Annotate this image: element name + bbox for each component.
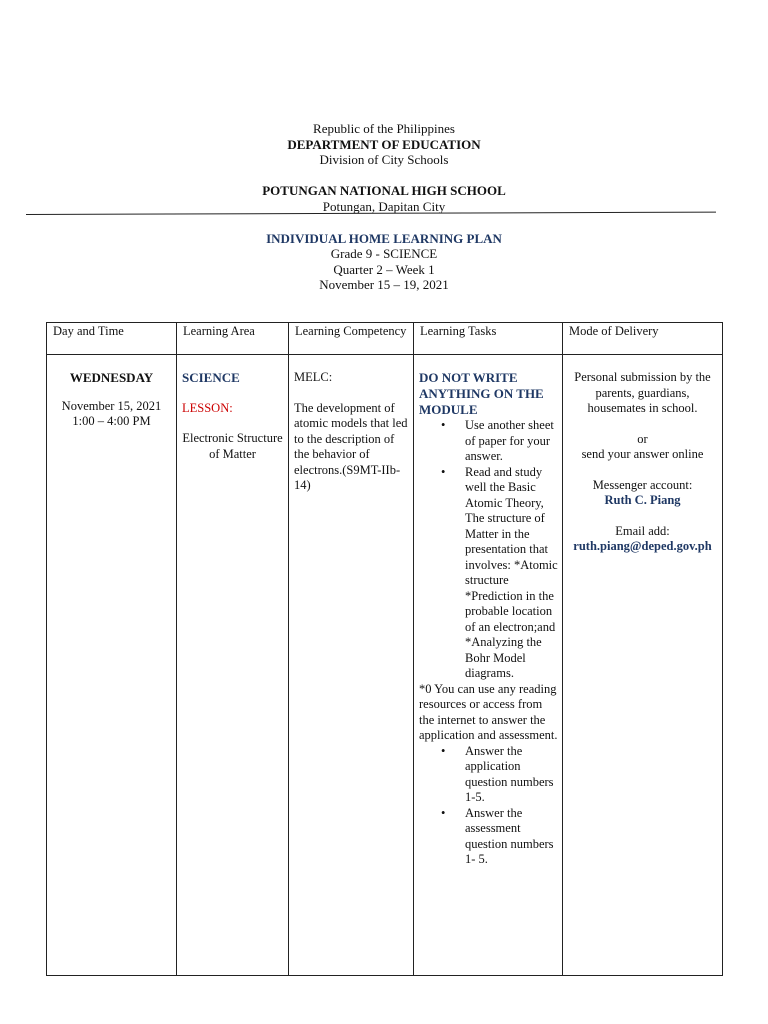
republic-line: Republic of the Philippines [313, 121, 455, 136]
header-day-time: Day and Time [47, 323, 177, 355]
list-item [419, 806, 558, 868]
competency-text: The development of atomic models that led to the description of the behavior of electrons.(S9MT-IIb-14) [294, 400, 408, 492]
header-learning-area: Learning Area [177, 323, 289, 355]
lesson-label: LESSON: [182, 400, 233, 415]
messenger-name: Ruth C. Piang [604, 493, 681, 507]
task-text: Use another sheet of paper for your answer. [465, 418, 554, 463]
plan-quarter: Quarter 2 – Week 1 [333, 262, 435, 277]
bullet-icon: • [441, 418, 446, 432]
plan-dates: November 15 – 19, 2021 [319, 277, 449, 292]
plan-title: INDIVIDUAL HOME LEARNING PLAN [266, 231, 502, 246]
email-address: ruth.piang@deped.gov.ph [573, 539, 712, 553]
list-item [419, 418, 558, 465]
school-name: POTUNGAN NATIONAL HIGH SCHOOL [262, 183, 506, 198]
list-item [419, 465, 558, 682]
email-label: Email add: [615, 523, 670, 538]
bullet-icon: • [441, 464, 446, 479]
day-label: WEDNESDAY [69, 370, 154, 385]
task-list-b [419, 744, 558, 868]
learning-tasks-cell [414, 355, 563, 976]
competency-cell [289, 355, 414, 976]
table-row [47, 355, 723, 976]
day-time-cell [47, 355, 177, 976]
date-label: November 15, 2021 [61, 398, 162, 413]
task-note: *0 You can use any reading resources or access from the internet to answer the application and assessment. [419, 681, 558, 742]
lesson-topic: Electronic Structure of Matter [182, 431, 283, 461]
delivery-cell [563, 355, 723, 976]
time-label: 1:00 – 4:00 PM [72, 414, 151, 428]
learning-plan-table [46, 322, 723, 976]
module-warning: DO NOT WRITE ANYTHING ON THE MODULE [419, 370, 544, 417]
bullet-icon: • [441, 805, 446, 820]
learning-area-cell [177, 355, 289, 976]
task-list-a [419, 418, 558, 682]
list-item [419, 744, 558, 806]
online-submission: send your answer online [581, 447, 704, 461]
header-learning-competency: Learning Competency [289, 323, 414, 355]
task-text: Read and study well the Basic Atomic Theory, The structure of Matter in the presentation that involves: *Atomic structure *Prediction in the probable location of an electron;and *Analyzing the Bohr Model diagrams. [465, 464, 558, 680]
personal-submission: Personal submission by the parents, guardians, housemates in school. [574, 370, 711, 415]
melc-label: MELC: [294, 370, 333, 384]
header-learning-tasks: Learning Tasks [414, 323, 563, 355]
task-text: Answer the application question numbers 1-5. [465, 743, 554, 804]
bullet-icon: • [441, 743, 446, 758]
messenger-label: Messenger account: [592, 477, 693, 492]
department-name: DEPARTMENT OF EDUCATION [287, 137, 481, 152]
school-address: Potungan, Dapitan City [322, 199, 446, 214]
plan-grade: Grade 9 - SCIENCE [330, 246, 438, 261]
division-name: Division of City Schools [319, 152, 449, 167]
header-mode-of-delivery: Mode of Delivery [563, 323, 723, 355]
or-label: or [637, 431, 648, 446]
task-text: Answer the assessment question numbers 1- 5. [465, 805, 554, 866]
subject-label: SCIENCE [182, 370, 240, 385]
table-header-row [47, 323, 723, 355]
